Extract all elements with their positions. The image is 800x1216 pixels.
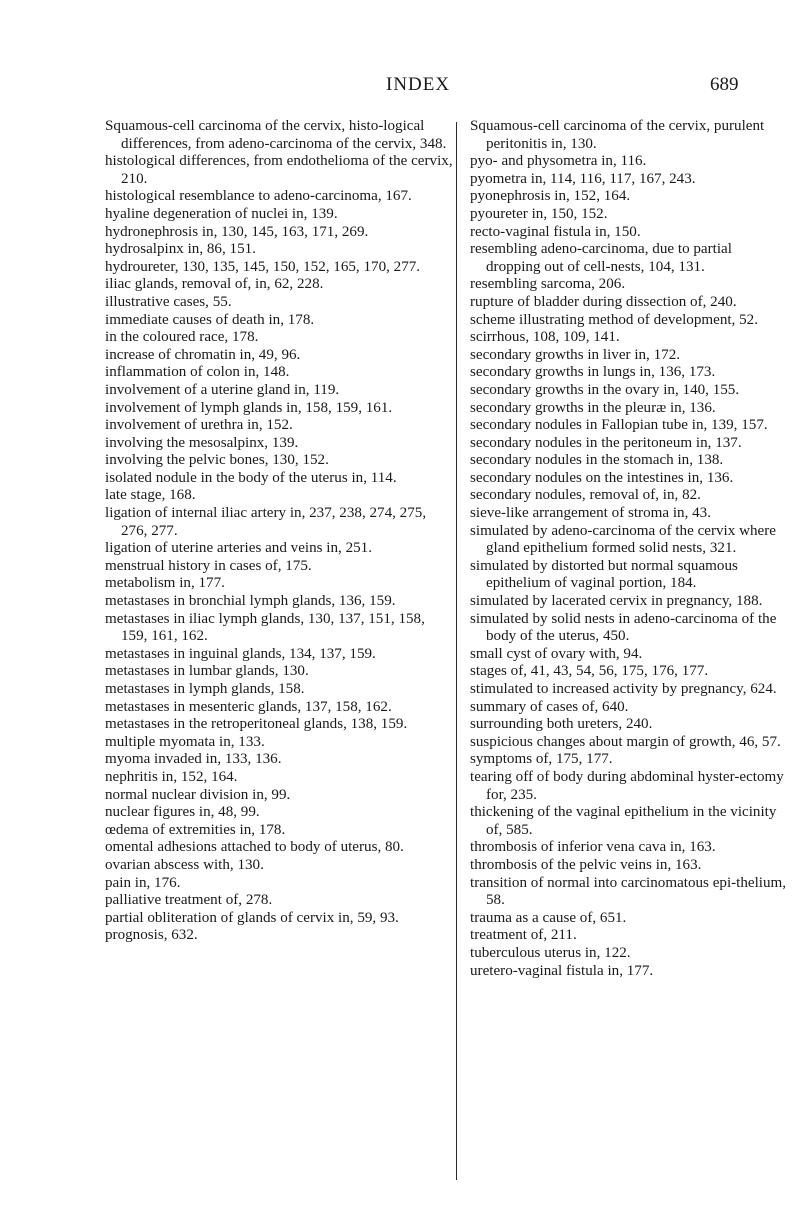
index-entry: simulated by distorted but normal squamous epithelium of vaginal portion, 184. <box>470 557 738 592</box>
index-entry: trauma as a cause of, 651. <box>470 909 627 926</box>
index-entry: secondary nodules in the peritoneum in, 137. <box>470 434 742 451</box>
index-entry: simulated by solid nests in adeno-carcinoma of the body of the uterus, 450. <box>470 610 777 645</box>
index-entry: involvement of urethra in, 152. <box>105 417 293 434</box>
index-entry: pyometra in, 114, 116, 117, 167, 243. <box>470 170 696 187</box>
index-entry: prognosis, 632. <box>105 927 198 944</box>
index-entry: pyo- and physometra in, 116. <box>470 153 647 170</box>
index-entry: iliac glands, removal of, in, 62, 228. <box>105 276 324 293</box>
index-entry: simulated by adeno-carcinoma of the cervix where gland epithelium formed solid nests, 321. <box>470 522 776 557</box>
index-entry: illustrative cases, 55. <box>105 293 232 310</box>
index-entry: omental adhesions attached to body of uterus, 80. <box>105 839 404 856</box>
index-entry: nuclear figures in, 48, 99. <box>105 804 260 821</box>
index-entry: scheme illustrating method of development, 52. <box>470 311 758 328</box>
index-entry: in the coloured race, 178. <box>105 329 259 346</box>
index-entry: simulated by lacerated cervix in pregnancy, 188. <box>470 593 763 610</box>
index-entry: metastases in lymph glands, 158. <box>105 681 305 697</box>
index-entry: stages of, 41, 43, 54, 56, 175, 176, 177. <box>470 663 709 680</box>
index-column-right <box>470 118 790 980</box>
index-entry: inflammation of colon in, 148. <box>105 364 290 381</box>
index-entry: secondary nodules, removal of, in, 82. <box>470 487 701 504</box>
index-entry: tuberculous uterus in, 122. <box>470 944 631 961</box>
index-entry: metastases in inguinal glands, 134, 137, 159. <box>105 645 376 662</box>
running-title: INDEX <box>386 74 451 95</box>
index-entry: nephritis in, 152, 164. <box>105 768 238 785</box>
index-entry: late stage, 168. <box>105 487 196 504</box>
index-entry: thickening of the vaginal epithelium in the vicinity of, 585. <box>470 804 777 838</box>
index-entry: involvement of lymph glands in, 158, 159, 161. <box>105 399 393 416</box>
index-entry: normal nuclear division in, 99. <box>105 786 291 803</box>
index-entry: histological differences, from endothelioma of the cervix, 210. <box>105 153 453 187</box>
index-entry: Squamous-cell carcinoma of the cervix, purulent peritonitis in, 130. <box>470 118 765 152</box>
index-entry: multiple myomata in, 133. <box>105 733 265 750</box>
index-entry: recto-vaginal fistula in, 150. <box>470 223 641 240</box>
index-entry: sieve-like arrangement of stroma in, 43. <box>470 505 711 522</box>
index-entry: resembling sarcoma, 206. <box>470 276 626 293</box>
index-entry: menstrual history in cases of, 175. <box>105 557 312 574</box>
index-entry: Squamous-cell carcinoma of the cervix, histo-logical differences, from adeno-carcinoma of the cervix, 348. <box>105 118 447 152</box>
index-entry: hyaline degeneration of nuclei in, 139. <box>105 205 338 222</box>
index-entry: stimulated to increased activity by pregnancy, 624. <box>470 681 777 697</box>
index-entry: pyonephrosis in, 152, 164. <box>470 188 631 205</box>
index-entry: metabolism in, 177. <box>105 575 225 592</box>
index-entry: involving the mesosalpinx, 139. <box>105 434 299 451</box>
index-entry: ligation of uterine arteries and veins in, 251. <box>105 540 373 557</box>
index-entry: tearing off of body during abdominal hyster-ectomy for, 235. <box>470 768 784 803</box>
index-entry: metastases in mesenteric glands, 137, 158, 162. <box>105 698 392 715</box>
index-entry: partial obliteration of glands of cervix in, 59, 93. <box>105 909 399 926</box>
index-entry: ligation of internal iliac artery in, 237, 238, 274, 275, 276, 277. <box>105 505 427 539</box>
index-entry: surrounding both ureters, 240. <box>470 716 653 733</box>
index-entry: secondary growths in the ovary in, 140, 155. <box>470 381 740 398</box>
index-entry: involvement of a uterine gland in, 119. <box>105 381 340 398</box>
index-entry: involving the pelvic bones, 130, 152. <box>105 452 329 469</box>
index-entry: treatment of, 211. <box>470 927 577 944</box>
index-entry: thrombosis of inferior vena cava in, 163. <box>470 839 716 856</box>
page-header <box>0 74 800 104</box>
index-column-left <box>105 118 453 945</box>
index-entry: isolated nodule in the body of the uterus in, 114. <box>105 469 397 486</box>
index-entry: rupture of bladder during dissection of, 240. <box>470 293 737 310</box>
index-entry: hydroureter, 130, 135, 145, 150, 152, 165, 170, 277. <box>105 258 421 275</box>
column-divider <box>456 122 457 1180</box>
index-entry: secondary growths in the pleuræ in, 136. <box>470 399 716 416</box>
index-entry: metastases in lumbar glands, 130. <box>105 663 309 680</box>
index-entry: secondary nodules on the intestines in, 136. <box>470 469 734 486</box>
index-entry: pain in, 176. <box>105 874 181 891</box>
index-entry: histological resemblance to adeno-carcinoma, 167. <box>105 188 412 205</box>
index-entry: symptoms of, 175, 177. <box>470 751 613 768</box>
index-entry: hydrosalpinx in, 86, 151. <box>105 241 256 258</box>
index-entry: metastases in iliac lymph glands, 130, 137, 151, 158, 159, 161, 162. <box>105 610 425 645</box>
index-entry: metastases in bronchial lymph glands, 136, 159. <box>105 593 396 610</box>
index-entry: secondary growths in lungs in, 136, 173. <box>470 364 716 381</box>
index-entry: secondary nodules in the stomach in, 138. <box>470 452 724 469</box>
index-entry: scirrhous, 108, 109, 141. <box>470 329 620 346</box>
index-entry: small cyst of ovary with, 94. <box>470 645 643 662</box>
index-entry: myoma invaded in, 133, 136. <box>105 751 282 768</box>
index-entry: transition of normal into carcinomatous epi-thelium, 58. <box>470 874 787 909</box>
index-entry: secondary growths in liver in, 172. <box>470 346 681 363</box>
index-entry: thrombosis of the pelvic veins in, 163. <box>470 856 702 873</box>
index-entry: pyoureter in, 150, 152. <box>470 205 608 222</box>
index-entry: uretero-vaginal fistula in, 177. <box>470 962 654 979</box>
index-entry: hydronephrosis in, 130, 145, 163, 171, 269. <box>105 223 369 240</box>
index-entry: suspicious changes about margin of growth, 46, 57. <box>470 733 781 750</box>
index-entry: metastases in the retroperitoneal glands, 138, 159. <box>105 716 408 733</box>
index-entry: increase of chromatin in, 49, 96. <box>105 346 301 363</box>
index-entry: ovarian abscess with, 130. <box>105 856 264 873</box>
index-entry: summary of cases of, 640. <box>470 698 629 715</box>
index-entry: resembling adeno-carcinoma, due to partial dropping out of cell-nests, 104, 131. <box>470 241 732 275</box>
index-entry: immediate causes of death in, 178. <box>105 311 315 328</box>
page-number: 689 <box>710 74 739 95</box>
index-entry: œdema of extremities in, 178. <box>105 821 286 838</box>
index-entry: palliative treatment of, 278. <box>105 892 273 909</box>
index-entry: secondary nodules in Fallopian tube in, 139, 157. <box>470 417 768 434</box>
